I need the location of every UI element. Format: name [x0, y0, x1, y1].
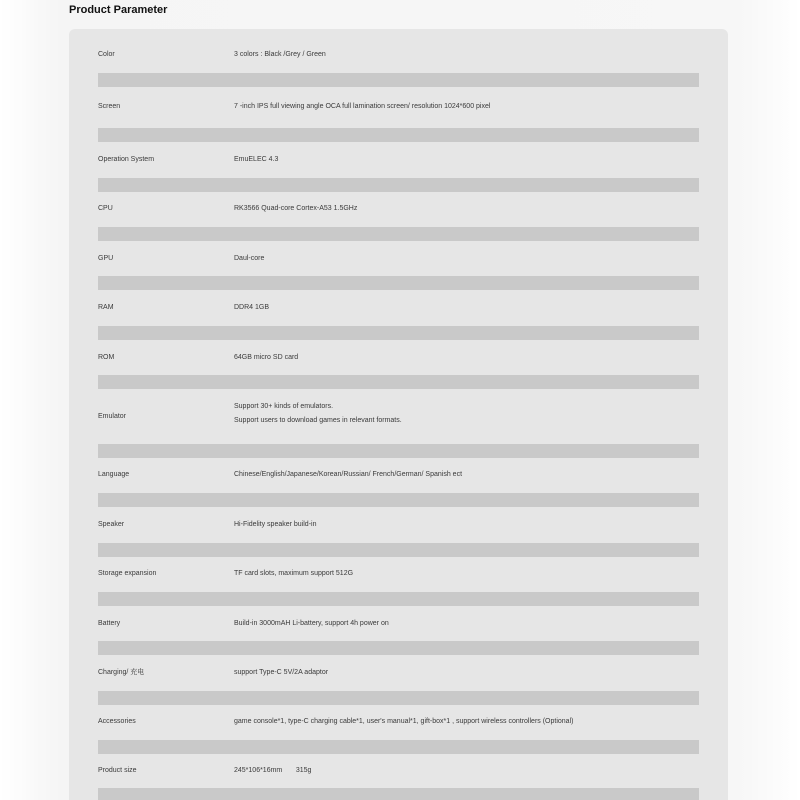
param-value: support Type-C 5V/2A adaptor	[234, 669, 329, 676]
param-label: Speaker	[98, 521, 125, 528]
param-value: 64GB micro SD card	[234, 354, 299, 361]
param-value: Hi-Fidelity speaker build-in	[234, 521, 317, 528]
param-label: Color	[98, 51, 115, 58]
param-label: Storage expansion	[98, 570, 157, 577]
param-value: DDR4 1GB	[234, 304, 270, 311]
row-divider	[98, 740, 699, 754]
param-label: Battery	[98, 620, 121, 627]
param-value-line: Support users to download games in relevant formats.	[234, 417, 402, 424]
param-value: Chinese/English/Japanese/Korean/Russian/ French/German/ Spanish ect	[234, 471, 463, 478]
param-value: 3 colors : Black /Grey / Green	[234, 51, 326, 58]
row-divider	[98, 691, 699, 705]
row-divider	[98, 73, 699, 87]
row-divider	[98, 592, 699, 606]
row-divider	[98, 493, 699, 507]
row-divider	[98, 543, 699, 557]
param-value: RK3566 Quad-core Cortex-A53 1.5GHz	[234, 205, 358, 212]
row-divider	[98, 128, 699, 142]
param-value: Daul-core	[234, 255, 265, 262]
param-label: ROM	[98, 354, 115, 361]
page-title: Product Parameter	[69, 4, 168, 16]
param-label: Screen	[98, 103, 121, 110]
row-divider	[98, 276, 699, 290]
row-divider	[98, 326, 699, 340]
param-value-line: Support 30+ kinds of emulators.	[234, 403, 334, 410]
row-divider	[98, 178, 699, 192]
param-label: GPU	[98, 255, 114, 262]
row-divider	[98, 444, 699, 458]
param-value: 245*106*16mm 315g	[234, 767, 312, 774]
param-label: CPU	[98, 205, 113, 212]
param-label: Emulator	[98, 413, 127, 420]
param-label: Language	[98, 471, 130, 478]
param-label: RAM	[98, 304, 114, 311]
row-divider	[98, 375, 699, 389]
param-label: Accessories	[98, 718, 136, 725]
param-value: game console*1, type-C charging cable*1, user's manual*1, gift-box*1 , support wireless controllers (Optional)	[234, 718, 574, 725]
param-label: Operation System	[98, 156, 155, 163]
param-value: EmuELEC 4.3	[234, 156, 279, 163]
param-label: Charging/ 充电	[98, 669, 145, 676]
param-label: Product size	[98, 767, 137, 774]
row-divider	[98, 788, 699, 800]
row-divider	[98, 227, 699, 241]
param-value: Build-in 3000mAH Li-battery, support 4h power on	[234, 620, 389, 627]
row-divider	[98, 641, 699, 655]
param-value: 7 -inch IPS full viewing angle OCA full lamination screen/ resolution 1024*600 pixel	[234, 103, 491, 110]
param-value	[234, 400, 402, 428]
parameter-table	[69, 29, 728, 800]
param-value: TF card slots, maximum support 512G	[234, 570, 354, 577]
